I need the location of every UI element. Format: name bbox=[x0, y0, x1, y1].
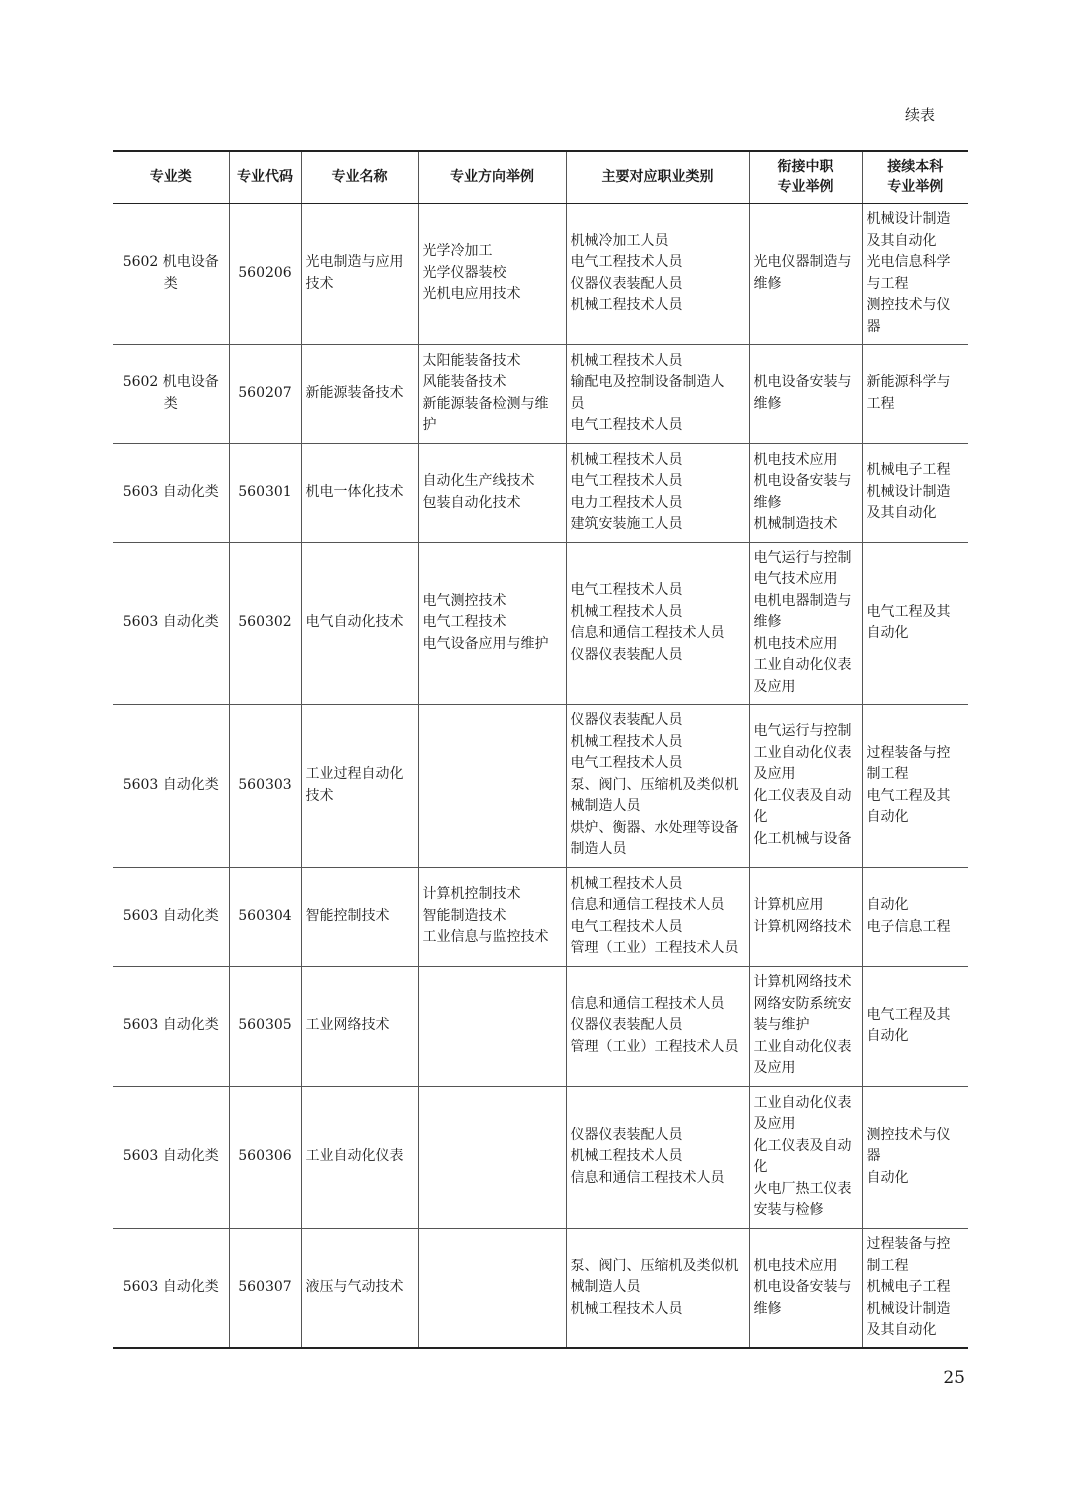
cell-category: 5603 自动化类 bbox=[113, 1086, 229, 1228]
cell-line: 计算机控制技术 bbox=[422, 886, 521, 903]
table-body bbox=[113, 203, 968, 1348]
cell-name bbox=[301, 443, 418, 542]
cell-line: 电气工程及其 bbox=[866, 787, 951, 804]
cell-line: 管理（工业）工程技术人员 bbox=[570, 1038, 739, 1055]
col-header-undergrad: 接续本科 专业举例 bbox=[862, 151, 968, 203]
cell-name bbox=[301, 542, 418, 704]
cell-line: 维修 bbox=[753, 494, 782, 511]
cell-directions bbox=[418, 704, 566, 867]
cell-directions bbox=[418, 344, 566, 443]
cell-line: 机械工程技术人员 bbox=[570, 451, 683, 468]
major-catalog-table bbox=[113, 150, 968, 1349]
cell-line: 新能源装备技术 bbox=[305, 384, 404, 401]
cell-line: 及应用 bbox=[753, 766, 796, 782]
cell-line: 电气工程技术人员 bbox=[570, 417, 683, 433]
cell-line: 制造人员 bbox=[570, 841, 627, 858]
cell-line: 自动化生产线技术 bbox=[422, 473, 535, 489]
cell-line: 光电制造与应用 bbox=[305, 254, 404, 270]
table-row bbox=[113, 704, 968, 867]
cell-undergrad bbox=[862, 1086, 968, 1228]
cell-category: 5602 机电设备类 bbox=[113, 203, 229, 344]
cell-occupations bbox=[566, 704, 749, 867]
cell-line: 新能源科学与 bbox=[866, 374, 951, 390]
cell-secondary bbox=[749, 704, 862, 867]
cell-name bbox=[301, 344, 418, 443]
cell-line: 光学冷加工 bbox=[422, 243, 493, 260]
cell-line: 计算机网络技术 bbox=[753, 918, 852, 935]
cell-line: 电气工程技术人员 bbox=[570, 755, 683, 772]
cell-line: 机械电子工程 bbox=[866, 1279, 951, 1295]
cell-line: 信息和通信工程技术人员 bbox=[570, 995, 725, 1012]
cell-occupations bbox=[566, 443, 749, 542]
cell-line: 机械工程技术人员 bbox=[570, 603, 683, 620]
cell-line: 电气工程技术 bbox=[422, 614, 507, 631]
cell-line: 制工程 bbox=[866, 1257, 909, 1274]
cell-line: 员 bbox=[570, 395, 585, 412]
cell-name bbox=[301, 1086, 418, 1228]
cell-line: 化 bbox=[753, 809, 768, 825]
cell-line: 风能装备技术 bbox=[422, 374, 507, 390]
cell-secondary bbox=[749, 542, 862, 704]
cell-line: 技术 bbox=[305, 787, 334, 804]
cell-line: 技术 bbox=[305, 275, 334, 292]
cell-secondary bbox=[749, 443, 862, 542]
cell-line: 电气工程及其 bbox=[866, 1006, 951, 1023]
cell-line: 光机电应用技术 bbox=[422, 286, 521, 303]
cell-line: 输配电及控制设备制造人 bbox=[570, 374, 725, 390]
cell-directions bbox=[418, 1228, 566, 1348]
cell-line: 工业自动化仪表 bbox=[753, 657, 852, 674]
cell-line: 制工程 bbox=[866, 766, 909, 782]
cell-line: 装与维护 bbox=[753, 1017, 810, 1034]
cell-line: 工业自动化仪表 bbox=[753, 1038, 852, 1055]
cell-occupations bbox=[566, 966, 749, 1086]
cell-undergrad bbox=[862, 867, 968, 966]
cell-code: 560207 bbox=[229, 344, 301, 443]
cell-line: 计算机应用 bbox=[753, 897, 824, 913]
cell-directions bbox=[418, 966, 566, 1086]
cell-line: 维修 bbox=[753, 614, 782, 631]
cell-line: 与工程 bbox=[866, 275, 909, 292]
cell-category: 5603 自动化类 bbox=[113, 542, 229, 704]
cell-line: 太阳能装备技术 bbox=[422, 352, 521, 369]
cell-line: 自动化 bbox=[866, 897, 909, 913]
cell-occupations bbox=[566, 1086, 749, 1228]
cell-occupations bbox=[566, 344, 749, 443]
cell-undergrad bbox=[862, 203, 968, 344]
cell-line: 新能源装备检测与维 bbox=[422, 395, 549, 412]
cell-secondary bbox=[749, 203, 862, 344]
cell-code: 560307 bbox=[229, 1228, 301, 1348]
cell-name bbox=[301, 704, 418, 867]
cell-code: 560302 bbox=[229, 542, 301, 704]
cell-line: 光电信息科学 bbox=[866, 254, 951, 270]
cell-line: 自动化 bbox=[866, 625, 909, 641]
table-row bbox=[113, 1086, 968, 1228]
cell-line: 机电技术应用 bbox=[753, 635, 838, 652]
table-row bbox=[113, 203, 968, 344]
cell-category: 5603 自动化类 bbox=[113, 704, 229, 867]
col-header-directions: 专业方向举例 bbox=[418, 151, 566, 203]
cell-line: 自动化 bbox=[866, 1169, 909, 1186]
cell-line: 信息和通信工程技术人员 bbox=[570, 625, 725, 641]
cell-line: 建筑安装施工人员 bbox=[570, 516, 683, 532]
cell-line: 机械设计制造 bbox=[866, 483, 951, 500]
cell-line: 电子信息工程 bbox=[866, 918, 951, 935]
cell-line: 智能制造技术 bbox=[422, 907, 507, 924]
cell-line: 机电一体化技术 bbox=[305, 483, 404, 500]
cell-line: 仪器仪表装配人员 bbox=[570, 275, 683, 292]
cell-line: 化工机械与设备 bbox=[753, 830, 852, 847]
cell-line: 自动化 bbox=[866, 1028, 909, 1044]
cell-line: 泵、阀门、压缩机及类似机 bbox=[570, 1257, 739, 1274]
cell-line: 电气工程技术人员 bbox=[570, 473, 683, 489]
cell-occupations bbox=[566, 867, 749, 966]
col-header-name: 专业名称 bbox=[301, 151, 418, 203]
cell-line: 电气工程技术人员 bbox=[570, 918, 683, 935]
cell-line: 机电技术应用 bbox=[753, 451, 838, 468]
cell-line: 机械工程技术人员 bbox=[570, 1148, 683, 1165]
cell-line: 工业自动化仪表 bbox=[753, 744, 852, 761]
cell-code: 560305 bbox=[229, 966, 301, 1086]
col-header-secondary: 衔接中职 专业举例 bbox=[749, 151, 862, 203]
cell-line: 及应用 bbox=[753, 1116, 796, 1132]
cell-line: 测控技术与仪 bbox=[866, 1126, 951, 1143]
cell-occupations bbox=[566, 542, 749, 704]
cell-line: 电气测控技术 bbox=[422, 592, 507, 609]
cell-line: 自动化 bbox=[866, 809, 909, 825]
cell-line: 及其自动化 bbox=[866, 1322, 937, 1338]
cell-line: 机械工程技术人员 bbox=[570, 297, 683, 313]
cell-line: 仪器仪表装配人员 bbox=[570, 1126, 683, 1143]
cell-line: 化 bbox=[753, 1159, 768, 1175]
cell-occupations bbox=[566, 1228, 749, 1348]
cell-line: 电气运行与控制 bbox=[753, 723, 852, 739]
cell-line: 电机电器制造与 bbox=[753, 592, 852, 609]
cell-line: 电气工程技术人员 bbox=[570, 254, 683, 270]
cell-undergrad bbox=[862, 542, 968, 704]
table-row bbox=[113, 1228, 968, 1348]
cell-line: 机电设备安装与 bbox=[753, 1279, 852, 1295]
cell-line: 及应用 bbox=[753, 1060, 796, 1077]
cell-name bbox=[301, 1228, 418, 1348]
table-row bbox=[113, 542, 968, 704]
table-row bbox=[113, 344, 968, 443]
cell-line: 液压与气动技术 bbox=[305, 1279, 404, 1295]
cell-secondary bbox=[749, 867, 862, 966]
table-row bbox=[113, 443, 968, 542]
cell-code: 560206 bbox=[229, 203, 301, 344]
cell-line: 泵、阀门、压缩机及类似机 bbox=[570, 776, 739, 793]
cell-directions bbox=[418, 1086, 566, 1228]
cell-line: 电气自动化技术 bbox=[305, 614, 404, 631]
cell-line: 工业自动化仪表 bbox=[305, 1148, 404, 1165]
cell-line: 安装与检修 bbox=[753, 1202, 824, 1218]
cell-line: 信息和通信工程技术人员 bbox=[570, 1169, 725, 1186]
table-row bbox=[113, 966, 968, 1086]
cell-line: 光学仪器装校 bbox=[422, 264, 507, 281]
cell-category: 5603 自动化类 bbox=[113, 867, 229, 966]
cell-undergrad bbox=[862, 966, 968, 1086]
cell-line: 械制造人员 bbox=[570, 798, 641, 815]
cell-line: 光电仪器制造与 bbox=[753, 254, 852, 270]
cell-name bbox=[301, 966, 418, 1086]
cell-line: 仪器仪表装配人员 bbox=[570, 646, 683, 663]
cell-directions bbox=[418, 443, 566, 542]
col-header-code: 专业代码 bbox=[229, 151, 301, 203]
cell-line: 机电技术应用 bbox=[753, 1257, 838, 1274]
cell-line: 过程装备与控 bbox=[866, 1236, 951, 1252]
cell-secondary bbox=[749, 344, 862, 443]
cell-line: 过程装备与控 bbox=[866, 744, 951, 761]
cell-line: 电气工程及其 bbox=[866, 603, 951, 620]
cell-line: 工业过程自动化 bbox=[305, 766, 404, 782]
cell-line: 仪器仪表装配人员 bbox=[570, 1017, 683, 1034]
cell-line: 机械冷加工人员 bbox=[570, 232, 669, 249]
cell-name bbox=[301, 203, 418, 344]
cell-line: 化工仪表及自动 bbox=[753, 1137, 852, 1154]
cell-line: 器 bbox=[866, 318, 881, 335]
cell-line: 护 bbox=[422, 417, 437, 433]
cell-line: 烘炉、衡器、水处理等设备 bbox=[570, 819, 739, 836]
cell-line: 机械工程技术人员 bbox=[570, 875, 683, 892]
cell-directions bbox=[418, 542, 566, 704]
cell-directions bbox=[418, 867, 566, 966]
cell-line: 信息和通信工程技术人员 bbox=[570, 897, 725, 913]
cell-line: 及其自动化 bbox=[866, 505, 937, 522]
cell-line: 工业信息与监控技术 bbox=[422, 929, 549, 946]
cell-line: 电气设备应用与维护 bbox=[422, 635, 549, 652]
cell-line: 械制造人员 bbox=[570, 1279, 641, 1295]
cell-line: 机电设备安装与 bbox=[753, 473, 852, 489]
cell-line: 测控技术与仪 bbox=[866, 297, 951, 313]
cell-line: 机械设计制造 bbox=[866, 211, 951, 227]
table-row bbox=[113, 867, 968, 966]
cell-code: 560304 bbox=[229, 867, 301, 966]
cell-category: 5603 自动化类 bbox=[113, 1228, 229, 1348]
cell-line: 电气运行与控制 bbox=[753, 549, 852, 566]
header-row bbox=[113, 151, 968, 203]
cell-line: 机械制造技术 bbox=[753, 516, 838, 532]
cell-category: 5603 自动化类 bbox=[113, 443, 229, 542]
cell-line: 机械设计制造 bbox=[866, 1300, 951, 1317]
cell-line: 维修 bbox=[753, 275, 782, 292]
cell-line: 工业自动化仪表 bbox=[753, 1094, 852, 1111]
cell-line: 管理（工业）工程技术人员 bbox=[570, 940, 739, 956]
cell-line: 电气工程技术人员 bbox=[570, 582, 683, 598]
cell-line: 火电厂热工仪表 bbox=[753, 1180, 852, 1197]
cell-line: 及其自动化 bbox=[866, 232, 937, 249]
cell-undergrad bbox=[862, 344, 968, 443]
cell-line: 工程 bbox=[866, 395, 895, 412]
cell-undergrad bbox=[862, 1228, 968, 1348]
cell-line: 机电设备安装与 bbox=[753, 374, 852, 390]
cell-line: 化工仪表及自动 bbox=[753, 787, 852, 804]
cell-line: 机械工程技术人员 bbox=[570, 352, 683, 369]
cell-line: 电气技术应用 bbox=[753, 571, 838, 588]
cell-secondary bbox=[749, 1086, 862, 1228]
cell-undergrad bbox=[862, 704, 968, 867]
cell-occupations bbox=[566, 203, 749, 344]
cell-line: 网络安防系统安 bbox=[753, 995, 852, 1012]
cell-category: 5602 机电设备类 bbox=[113, 344, 229, 443]
cell-line: 器 bbox=[866, 1148, 881, 1165]
continued-label: 续表 bbox=[904, 106, 935, 124]
cell-name bbox=[301, 867, 418, 966]
cell-line: 计算机网络技术 bbox=[753, 974, 852, 991]
cell-line: 维修 bbox=[753, 395, 782, 412]
cell-secondary bbox=[749, 1228, 862, 1348]
col-header-category: 专业类 bbox=[113, 151, 229, 203]
cell-directions bbox=[418, 203, 566, 344]
cell-line: 机械工程技术人员 bbox=[570, 1300, 683, 1317]
cell-line: 包装自动化技术 bbox=[422, 494, 521, 511]
cell-undergrad bbox=[862, 443, 968, 542]
cell-code: 560306 bbox=[229, 1086, 301, 1228]
cell-line: 智能控制技术 bbox=[305, 907, 390, 924]
cell-line: 及应用 bbox=[753, 678, 796, 695]
cell-code: 560303 bbox=[229, 704, 301, 867]
cell-line: 机械工程技术人员 bbox=[570, 733, 683, 750]
cell-category: 5603 自动化类 bbox=[113, 966, 229, 1086]
cell-secondary bbox=[749, 966, 862, 1086]
page-number: 25 bbox=[943, 1368, 965, 1388]
cell-code: 560301 bbox=[229, 443, 301, 542]
cell-line: 维修 bbox=[753, 1300, 782, 1317]
col-header-occupations: 主要对应职业类别 bbox=[566, 151, 749, 203]
cell-line: 电力工程技术人员 bbox=[570, 494, 683, 511]
cell-line: 工业网络技术 bbox=[305, 1017, 390, 1034]
cell-line: 机械电子工程 bbox=[866, 462, 951, 479]
cell-line: 仪器仪表装配人员 bbox=[570, 712, 683, 729]
